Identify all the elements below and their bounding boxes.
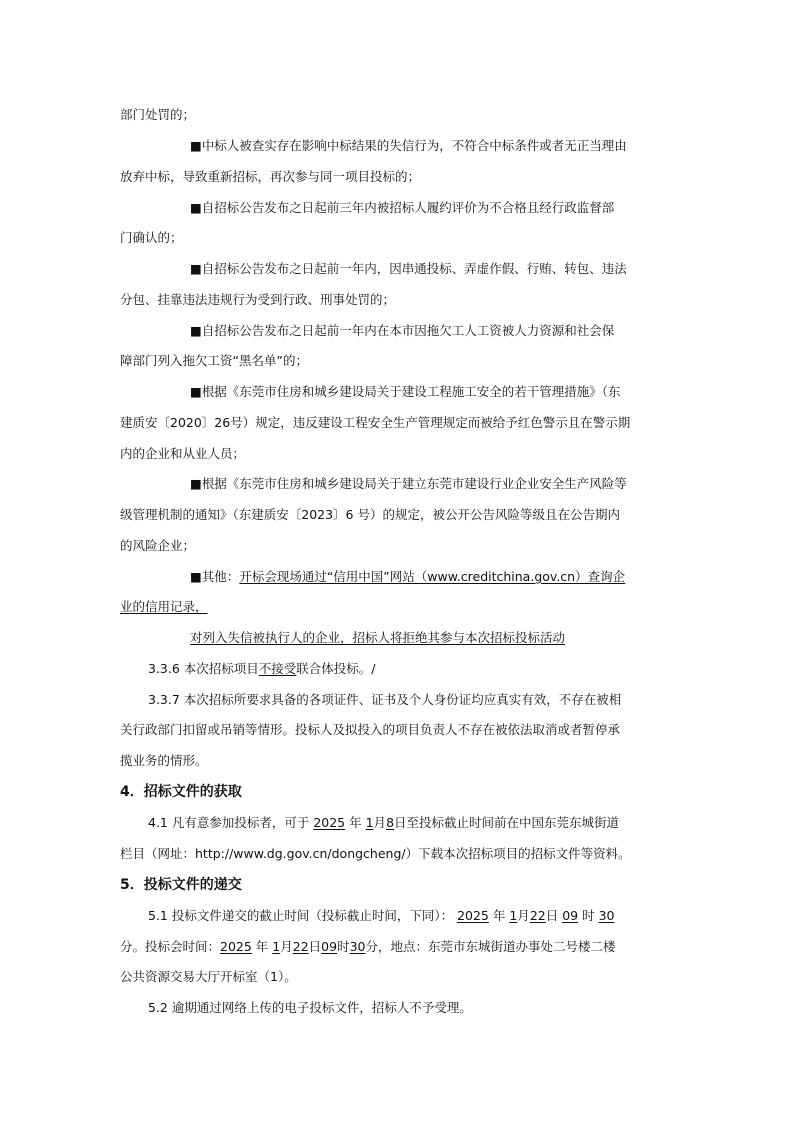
credit-check-text: 开标会现场通过“信用中国”网站（www.creditchina.gov.cn）查询企 <box>239 569 626 584</box>
list-item-wage-arrears: ■自招标公告发布之日起前一年内在本市因拖欠工人工资被人力资源和社会保 <box>190 323 615 338</box>
clause-4-1: 4.1 凡有意参加投标者，可于 2025 年 1月8日至投标截止时间前在中国东莞东城街道 <box>148 815 620 830</box>
paragraph-line: 门确认的； <box>120 230 183 245</box>
paragraph-line: 障部门列入拖欠工资“黑名单”的； <box>120 353 308 368</box>
paragraph-line: 放弃中标，导致重新招标，再次参与同一项目投标的； <box>120 169 421 184</box>
paragraph-line: 关行政部门扣留或吊销等情形。投标人及拟投入的项目负责人不存在被依法取消或者暂停承 <box>120 722 621 737</box>
section-heading-5: 5．投标文件的递交 <box>120 877 242 893</box>
clause-5-1: 5.1 投标文件递交的截止时间（投标截止时间，下同）： 2025 年 1月22日 09 时 30 <box>148 908 615 923</box>
paragraph-line: 公共资源交易大厅开标室（1）。 <box>120 969 297 984</box>
list-item-safety-measures: ■根据《东莞市住房和城乡建设局关于建设工程施工安全的若干管理措施》（东 <box>190 384 621 399</box>
dishonest-exclusion-text: 对列入失信被执行人的企业，招标人将拒绝其参与本次招标投标活动 <box>190 630 566 645</box>
paragraph-line: 内的企业和从业人员； <box>120 446 246 461</box>
list-item-other <box>190 569 625 585</box>
other-label: ■其他： <box>190 569 240 584</box>
clause-5-2: 5.2 逾期通过网络上传的电子投标文件，招标人不予受理。 <box>148 1000 472 1015</box>
download-url-line: 栏目（网址：http://www.dg.gov.cn/dongcheng/）下载本次招标项目的招标文件等资料。 <box>120 846 631 861</box>
paragraph-line: 揽业务的情形。 <box>120 753 208 768</box>
section-heading-4: 4．招标文件的获取 <box>120 784 242 800</box>
list-item-performance-evaluation: ■自招标公告发布之日起前三年内被招标人履约评价为不合格且经行政监督部 <box>190 200 615 215</box>
paragraph-line: 的风险企业； <box>120 538 196 553</box>
credit-check-text: 业的信用记录， <box>120 599 208 614</box>
paragraph-line: 分包、挂靠违法违规行为受到行政、刑事处罚的； <box>120 292 396 307</box>
list-item-collusion: ■自招标公告发布之日起前一年内，因串通投标、弄虚作假、行贿、转包、违法 <box>190 261 627 276</box>
list-item-bid-winner-dishonesty: ■中标人被查实存在影响中标结果的失信行为，不符合中标条件或者无正当理由 <box>190 138 627 153</box>
meeting-time-line: 分。投标会时间：2025 年 1月22日09时30分，地点：东莞市东城街道办事处二号楼二楼 <box>120 939 616 954</box>
list-item-risk-management: ■根据《东莞市住房和城乡建设局关于建立东莞市建设行业企业安全生产风险等 <box>190 476 627 491</box>
clause-3-3-6: 3.3.6 本次招标项目不接受联合体投标。/ <box>148 661 376 676</box>
clause-3-3-7: 3.3.7 本次招标所要求具备的各项证件、证书及个人身份证均应真实有效，不存在被相 <box>148 692 622 707</box>
paragraph-line: 级管理机制的通知》（东建质安〔2023〕6 号）的规定，被公开公告风险等级且在公告期内 <box>120 507 620 522</box>
paragraph-line: 部门处罚的； <box>120 107 196 122</box>
paragraph-line: 建质安〔2020〕26号）规定，违反建设工程安全生产管理规定而被给予红色警示且在警示期 <box>120 415 631 430</box>
